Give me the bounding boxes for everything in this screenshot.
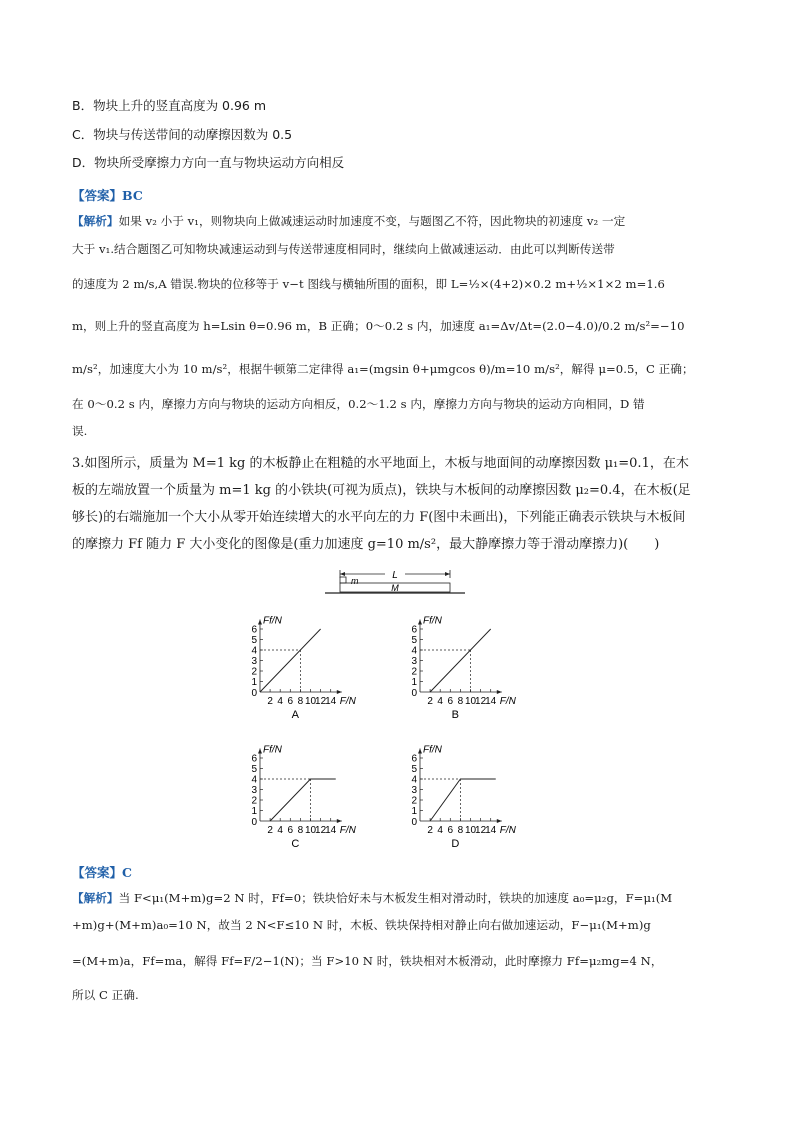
x-tick-label: 6 [287,825,294,836]
x-tick-label: 4 [277,825,283,836]
y-tick-label: 6 [411,624,417,636]
x-axis-label: F/N [499,825,516,836]
y-tick-label: 5 [251,764,257,775]
x-tick-label: 10 [304,825,317,836]
q3-text-line-4: 的摩擦力 Ff 随力 F 大小变化的图像是(重力加速度 g=10 m/s²，最大静摩擦力等于滑动摩擦力)( ) [72,537,660,552]
q3-text-line-1: 3.如图所示，质量为 M=1 kg 的木板静止在粗糙的水平地面上，木板与地面间的动摩擦因数 μ₁=0.1，在木 [72,456,689,471]
y-tick-label: 1 [251,806,257,817]
y-tick-label: 4 [251,645,257,657]
y-tick-label: 3 [411,656,417,667]
x-tick-label: 12 [315,696,327,707]
y-tick-label: 6 [251,753,257,765]
y-tick-label: 1 [411,806,417,817]
q2-analysis-line-7: 误. [72,424,88,438]
q2-analysis-line-6: 在 0～0.2 s 内，摩擦力方向与物块的运动方向相反，0.2～1.2 s 内，摩擦力方向与物块的运动方向相同，D 错 [72,397,645,411]
y-tick-label: 6 [251,624,257,636]
y-tick-label: 1 [251,677,257,688]
q3-analysis-line-1 [72,890,672,906]
y-tick-label: 3 [251,656,257,667]
y-tick-label: 2 [411,666,417,678]
y-arrow [258,620,262,625]
x-tick-label: 10 [304,696,317,707]
answer-value: C [122,865,132,880]
analysis-text: 如果 v₂ 小于 v₁，则物块向上做减速运动时加速度不变，与题图乙不符，因此物块的初速度 v₂ 一定 [118,214,626,228]
y-axis-label: Ff/N [423,744,442,756]
x-tick-label: 6 [447,696,454,707]
x-tick-label: 8 [457,825,464,836]
graph-A [251,616,356,721]
series-line [430,629,491,692]
length-label: L [392,570,398,581]
graph-B [411,616,516,721]
analysis-tag: 【解析】 [72,891,119,905]
y-tick-label: 3 [251,785,257,796]
x-tick-label: 14 [485,696,497,707]
x-axis-label: F/N [339,696,356,707]
x-tick-label: 10 [464,696,477,707]
x-tick-label: 6 [287,696,294,707]
option-d: D．物块所受摩擦力方向一直与物块运动方向相反 [72,155,345,170]
series-line [260,629,321,692]
graph-C [251,745,356,850]
y-tick-label: 5 [411,764,417,775]
y-arrow [258,749,262,754]
q2-analysis-line-4: m，则上升的竖直高度为 h=Lsin θ=0.96 m，B 正确；0～0.2 s 内，加速度 a₁=Δv/Δt=(2.0−4.0)/0.2 m/s²=−10 [72,319,685,333]
x-tick-label: 14 [325,696,337,707]
board-diagram [325,570,465,593]
graphs-group [251,616,516,850]
x-tick-label: 8 [297,825,304,836]
q3-answer-row [72,863,132,881]
y-tick-label: 5 [251,635,257,646]
y-tick-label: 6 [411,753,417,765]
x-arrow [337,819,342,823]
q2-analysis-line-1 [72,213,625,229]
q2-analysis-line-5: m/s²，加速度大小为 10 m/s²，根据牛顿第二定律得 a₁=(mgsin θ+μmgcos θ)/m=10 m/s²，解得 μ=0.5，C 正确； [72,362,694,376]
panel-label: B [451,709,460,721]
series-line [270,779,336,821]
x-tick-label: 12 [315,825,327,836]
x-axis-label: F/N [499,696,516,707]
M-label: M [391,583,399,593]
x-tick-label: 10 [464,825,477,836]
x-arrow [497,819,502,823]
y-axis-label: Ff/N [423,615,442,627]
x-tick-label: 6 [447,825,454,836]
x-tick-label: 14 [325,825,337,836]
x-arrow [497,690,502,694]
y-arrow [418,749,422,754]
panel-label: C [291,838,300,850]
q2-answer-row [72,186,143,204]
q3-text-line-2: 板的左端放置一个质量为 m=1 kg 的小铁块(可视为质点)，铁块与木板间的动摩擦因数 μ₂=0.4，在木板(足 [72,483,691,498]
x-tick-label: 12 [475,825,487,836]
x-tick-label: 14 [485,825,497,836]
origin-label: 0 [251,817,257,828]
x-tick-label: 2 [427,696,433,707]
y-tick-label: 5 [411,635,417,646]
x-tick-label: 4 [437,825,443,836]
origin-label: 0 [411,688,417,699]
y-tick-label: 4 [411,645,417,657]
answer-value: BC [122,188,143,203]
y-tick-label: 2 [251,795,257,807]
option-b: B．物块上升的竖直高度为 0.96 m [72,98,267,113]
panel-label: D [451,838,460,850]
q3-analysis-line-2: +m)g+(M+m)a₀=10 N，故当 2 N<F≤10 N 时，木板、铁块保持相对静止向右做加速运动，F−μ₁(M+m)g [72,918,651,932]
y-arrow [418,620,422,625]
q3-analysis-line-4: 所以 C 正确. [72,988,139,1002]
y-tick-label: 3 [411,785,417,796]
origin-label: 0 [411,817,417,828]
y-tick-label: 4 [411,774,417,786]
x-tick-label: 2 [267,825,273,836]
y-tick-label: 2 [411,795,417,807]
q3-figure [251,565,555,850]
x-arrow [337,690,342,694]
origin-label: 0 [251,688,257,699]
panel-label: A [291,709,300,721]
y-tick-label: 4 [251,774,257,786]
m-label: m [351,576,359,586]
q3-text-line-3: 够长)的右端施加一个大小从零开始连续增大的水平向左的力 F(图中未画出)，下列能正确表示铁块与木板间 [72,510,686,525]
x-tick-label: 2 [267,696,273,707]
q2-analysis-line-3: 的速度为 2 m/s,A 错误.物块的位移等于 v−t 图线与横轴所围的面积，即 L=½×(4+2)×0.2 m+½×1×2 m=1.6 [72,277,665,291]
analysis-text: 当 F<μ₁(M+m)g=2 N 时，Ff=0；铁块恰好未与木板发生相对滑动时，铁块的加速度 a₀=μ₂g，F=μ₁(M [118,891,673,905]
y-axis-label: Ff/N [263,744,282,756]
y-axis-label: Ff/N [263,615,282,627]
option-c: C．物块与传送带间的动摩擦因数为 0.5 [72,127,293,142]
y-tick-label: 2 [251,666,257,678]
x-tick-label: 4 [437,696,443,707]
x-tick-label: 8 [457,696,464,707]
q3-analysis-line-3: =(M+m)a，Ff=ma，解得 Ff=F/2−1(N)；当 F>10 N 时，铁块相对木板滑动，此时摩擦力 Ff=μ₂mg=4 N， [72,954,663,968]
answer-tag: 【答案】 [72,865,123,880]
answer-tag: 【答案】 [72,188,123,203]
analysis-tag: 【解析】 [72,214,119,228]
x-tick-label: 2 [427,825,433,836]
iron-block [340,577,346,583]
q2-analysis-line-2: 大于 v₁.结合题图乙可知物块减速运动到与传送带速度相同时，继续向上做减速运动．由此可以判断传送带 [72,242,615,256]
x-tick-label: 8 [297,696,304,707]
x-axis-label: F/N [339,825,356,836]
graph-D [411,745,516,850]
series-line [430,779,496,821]
y-tick-label: 1 [411,677,417,688]
x-tick-label: 12 [475,696,487,707]
x-tick-label: 4 [277,696,283,707]
